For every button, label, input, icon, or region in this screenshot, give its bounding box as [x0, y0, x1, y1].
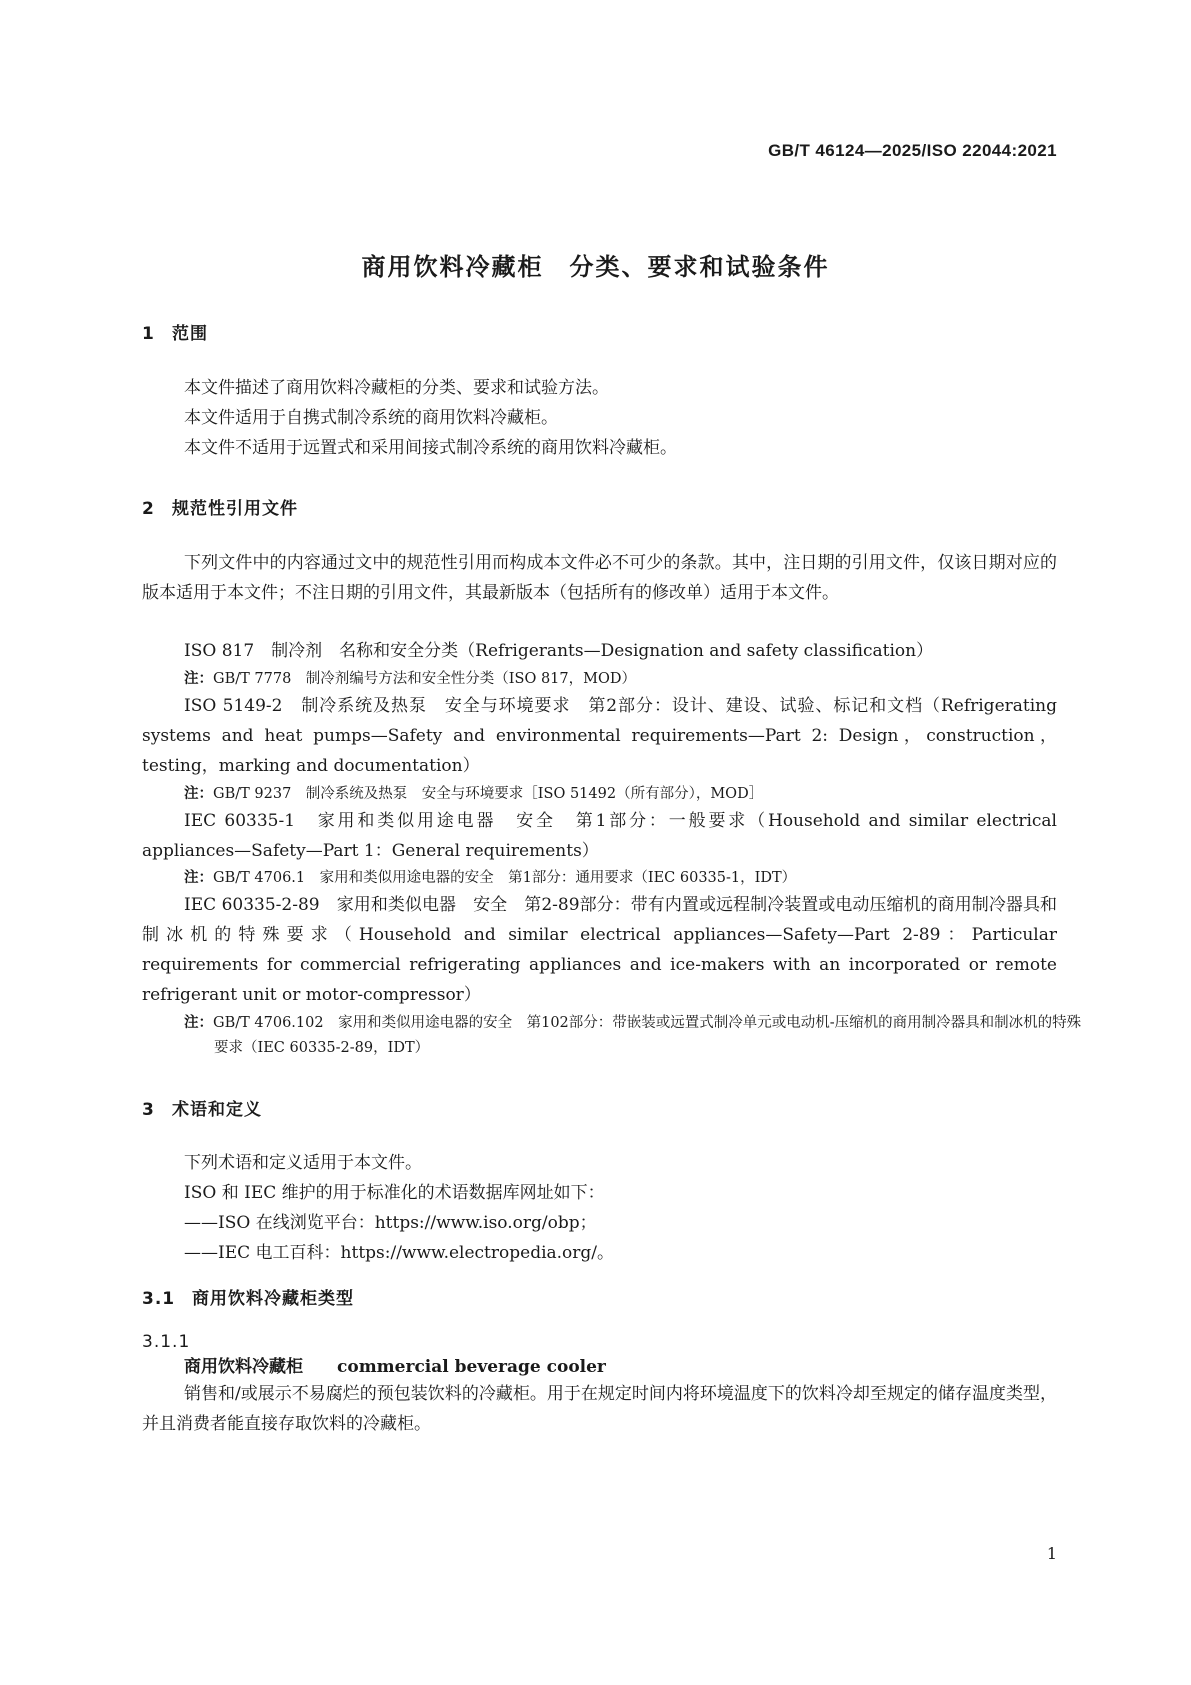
reference-text: ISO 5149-2 制冷系统及热泵 安全与环境要求 第2部分：设计、建设、试验、标记和文档（Refrigerating systems and heat pumps—Safety and environmental requirements—Part 2: Design，construction，testing，marking and documentation） — [142, 696, 1057, 776]
reference-entry — [142, 691, 1057, 781]
term-english: commercial beverage cooler — [337, 1357, 606, 1377]
paragraph: 下列文件中的内容通过文中的规范性引用而构成本文件必不可少的条款。其中，注日期的引用文件，仅该日期对应的版本适用于本文件；不注日期的引用文件，其最新版本（包括所有的修改单）适用于本文件。 — [142, 553, 1057, 603]
note-text: GB/T 7778 制冷剂编号方法和安全性分类（ISO 817，MOD） — [213, 671, 636, 687]
subsection-number: 3.1 — [142, 1289, 176, 1309]
reference-text: ISO 817 制冷剂 名称和安全分类（Refrigerants—Designation and safety classification） — [184, 641, 934, 661]
note-text: GB/T 4706.102 家用和类似用途电器的安全 第102部分：带嵌装或远置式制冷单元或电动机-压缩机的商用制冷器具和制冰机的特殊要求（IEC 60335-2-89，IDT） — [213, 1015, 1082, 1056]
note-label: 注： — [184, 1015, 213, 1031]
section-1-heading — [142, 319, 208, 344]
section-number: 3 — [142, 1100, 155, 1120]
reference-note — [184, 1011, 1087, 1061]
document-title: 商用饮料冷藏柜 分类、要求和试验条件 — [361, 253, 830, 281]
reference-entry — [142, 890, 1057, 1010]
paragraph: 下列术语和定义适用于本文件。 — [184, 1153, 422, 1173]
reference-note — [184, 782, 1057, 807]
subsection-title: 商用饮料冷藏柜类型 — [192, 1289, 354, 1309]
note-text: GB/T 4706.1 家用和类似用途电器的安全 第1部分：通用要求（IEC 60335-1，IDT） — [213, 870, 797, 886]
paragraph: 本文件不适用于远置式和采用间接式制冷系统的商用饮料冷藏柜。 — [184, 438, 677, 458]
note-text: GB/T 9237 制冷系统及热泵 安全与环境要求［ISO 51492（所有部分），MOD］ — [213, 786, 764, 802]
term-chinese: 商用饮料冷藏柜 — [184, 1357, 303, 1377]
paragraph: 本文件描述了商用饮料冷藏柜的分类、要求和试验方法。 — [184, 378, 609, 398]
section-title: 术语和定义 — [172, 1100, 262, 1120]
list-item: ——ISO 在线浏览平台：https://www.iso.org/obp； — [184, 1213, 597, 1233]
standard-number: GB/T 46124—2025/ISO 22044:2021 — [768, 141, 1057, 160]
reference-entry — [142, 806, 1057, 866]
note-label: 注： — [184, 671, 213, 687]
subsection-3-1-heading — [142, 1284, 354, 1309]
reference-entry — [142, 636, 1057, 666]
section-2-heading — [142, 494, 298, 519]
section-title: 范围 — [172, 324, 208, 344]
page-number: 1 — [1046, 1544, 1057, 1563]
term-definition: 销售和/或展示不易腐烂的预包装饮料的冷藏柜。用于在规定时间内将环境温度下的饮料冷却至规定的储存温度类型，并且消费者能直接存取饮料的冷藏柜。 — [142, 1384, 1057, 1434]
term-number: 3.1.1 — [142, 1332, 191, 1352]
reference-note — [184, 667, 1057, 692]
paragraph: 本文件适用于自携式制冷系统的商用饮料冷藏柜。 — [184, 408, 558, 428]
paragraph: ISO 和 IEC 维护的用于标准化的术语数据库网址如下： — [184, 1183, 605, 1203]
reference-note — [184, 866, 1057, 891]
note-label: 注： — [184, 786, 213, 802]
term-entry — [142, 1352, 1057, 1382]
section-number: 1 — [142, 324, 155, 344]
note-label: 注： — [184, 870, 213, 886]
section-3-heading — [142, 1095, 262, 1120]
section-title: 规范性引用文件 — [172, 499, 298, 519]
reference-text: IEC 60335-2-89 家用和类似电器 安全 第2-89部分：带有内置或远程制冷装置或电动压缩机的商用制冷器具和制冰机的特殊要求（Household and similar electrical appliances—Safety—Part 2-89：Particular requirements for commercial refrigerating appliances and ice-makers with an incorporated or remote refrigerant unit or motor-compressor） — [142, 895, 1057, 1005]
list-item: ——IEC 电工百科：https://www.electropedia.org/。 — [184, 1243, 615, 1263]
section-number: 2 — [142, 499, 155, 519]
reference-text: IEC 60335-1 家用和类似用途电器 安全 第1部分：一般要求（Household and similar electrical appliances—Safety—Part 1：General requirements） — [142, 811, 1057, 861]
